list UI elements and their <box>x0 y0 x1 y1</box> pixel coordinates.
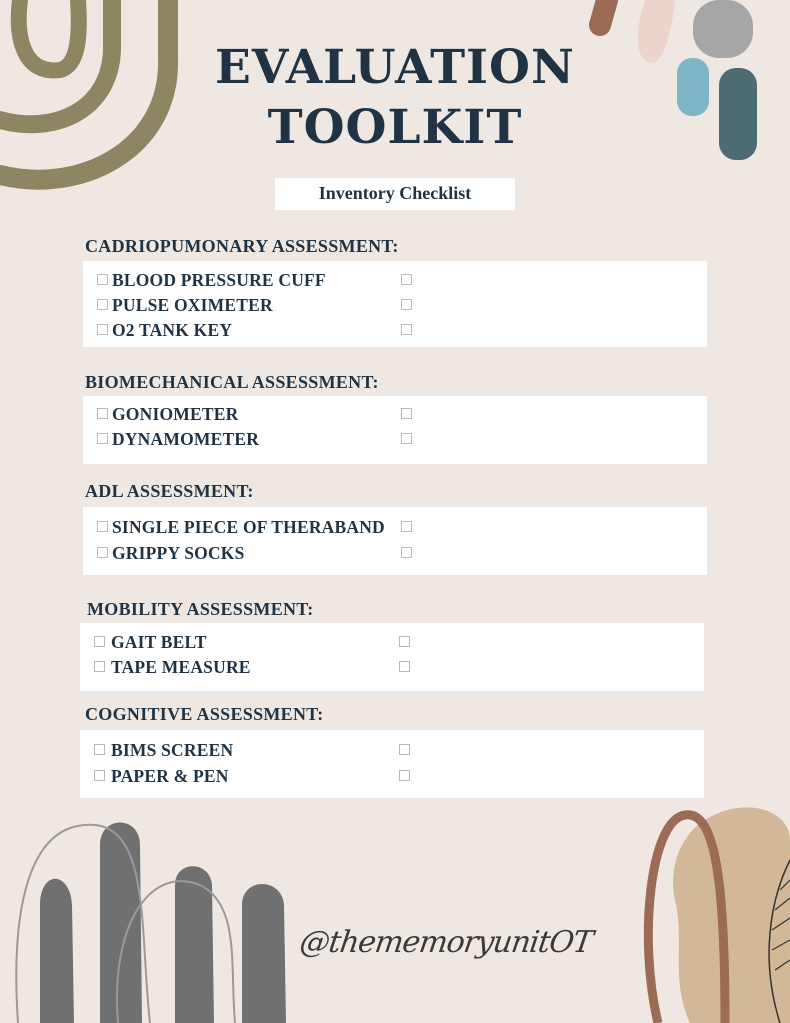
checklist-card-biomechanical <box>83 396 707 464</box>
checkbox[interactable] <box>97 547 108 558</box>
signature-handle: @thememoryunitOT <box>297 925 595 960</box>
checklist-card-adl <box>83 507 707 575</box>
checkbox[interactable] <box>399 770 410 781</box>
checkbox[interactable] <box>401 433 412 444</box>
list-item <box>83 428 707 450</box>
gray-brush-decoration <box>0 815 300 1023</box>
checkbox[interactable] <box>399 744 410 755</box>
checklist-card-cognitive <box>80 730 704 798</box>
item-label: PULSE OXIMETER <box>112 295 273 315</box>
list-item <box>83 294 707 316</box>
checkbox[interactable] <box>97 408 108 419</box>
list-item <box>83 319 707 341</box>
title-line-1: EVALUATION <box>215 40 575 95</box>
item-label: GONIOMETER <box>112 404 239 424</box>
item-label: TAPE MEASURE <box>111 657 251 677</box>
checkbox[interactable] <box>97 433 108 444</box>
item-label: GAIT BELT <box>111 632 207 652</box>
checkbox[interactable] <box>97 324 108 335</box>
checkbox[interactable] <box>401 408 412 419</box>
list-item <box>80 631 704 653</box>
checkbox[interactable] <box>97 299 108 310</box>
list-item <box>83 269 707 291</box>
list-item <box>80 739 704 761</box>
checkbox[interactable] <box>399 636 410 647</box>
checkbox[interactable] <box>401 274 412 285</box>
subtitle-badge: Inventory Checklist <box>275 178 515 210</box>
item-label: DYNAMOMETER <box>112 429 260 449</box>
checkbox[interactable] <box>94 661 105 672</box>
checkbox[interactable] <box>401 324 412 335</box>
checkbox[interactable] <box>401 299 412 310</box>
item-label: SINGLE PIECE OF THERABAND <box>112 517 385 537</box>
section-title-mobility: MOBILITY ASSESSMENT: <box>87 599 314 619</box>
list-item <box>80 765 704 787</box>
section-title-biomechanical: BIOMECHANICAL ASSESSMENT: <box>85 372 379 392</box>
list-item <box>83 403 707 425</box>
item-label: GRIPPY SOCKS <box>112 543 245 563</box>
checkbox[interactable] <box>94 636 105 647</box>
checkbox[interactable] <box>97 274 108 285</box>
page-title <box>0 38 790 158</box>
list-item <box>80 656 704 678</box>
section-title-cognitive: COGNITIVE ASSESSMENT: <box>85 704 324 724</box>
checkbox[interactable] <box>94 744 105 755</box>
item-label: BLOOD PRESSURE CUFF <box>112 270 326 290</box>
checklist-card-mobility <box>80 623 704 691</box>
checkbox[interactable] <box>401 521 412 532</box>
tan-blob-decoration <box>630 800 790 1023</box>
checkbox[interactable] <box>399 661 410 672</box>
item-label: BIMS SCREEN <box>111 740 234 760</box>
checkbox[interactable] <box>401 547 412 558</box>
section-title-adl: ADL ASSESSMENT: <box>85 481 254 501</box>
item-label: O2 TANK KEY <box>112 320 233 340</box>
section-title-cardiopulmonary: CADRIOPUMONARY ASSESSMENT: <box>85 236 399 256</box>
list-item <box>83 516 707 538</box>
checkbox[interactable] <box>94 770 105 781</box>
checklist-card-cardiopulmonary <box>83 261 707 347</box>
checkbox[interactable] <box>97 521 108 532</box>
title-line-2: TOOLKIT <box>267 100 523 155</box>
item-label: PAPER & PEN <box>111 766 229 786</box>
list-item <box>83 542 707 564</box>
